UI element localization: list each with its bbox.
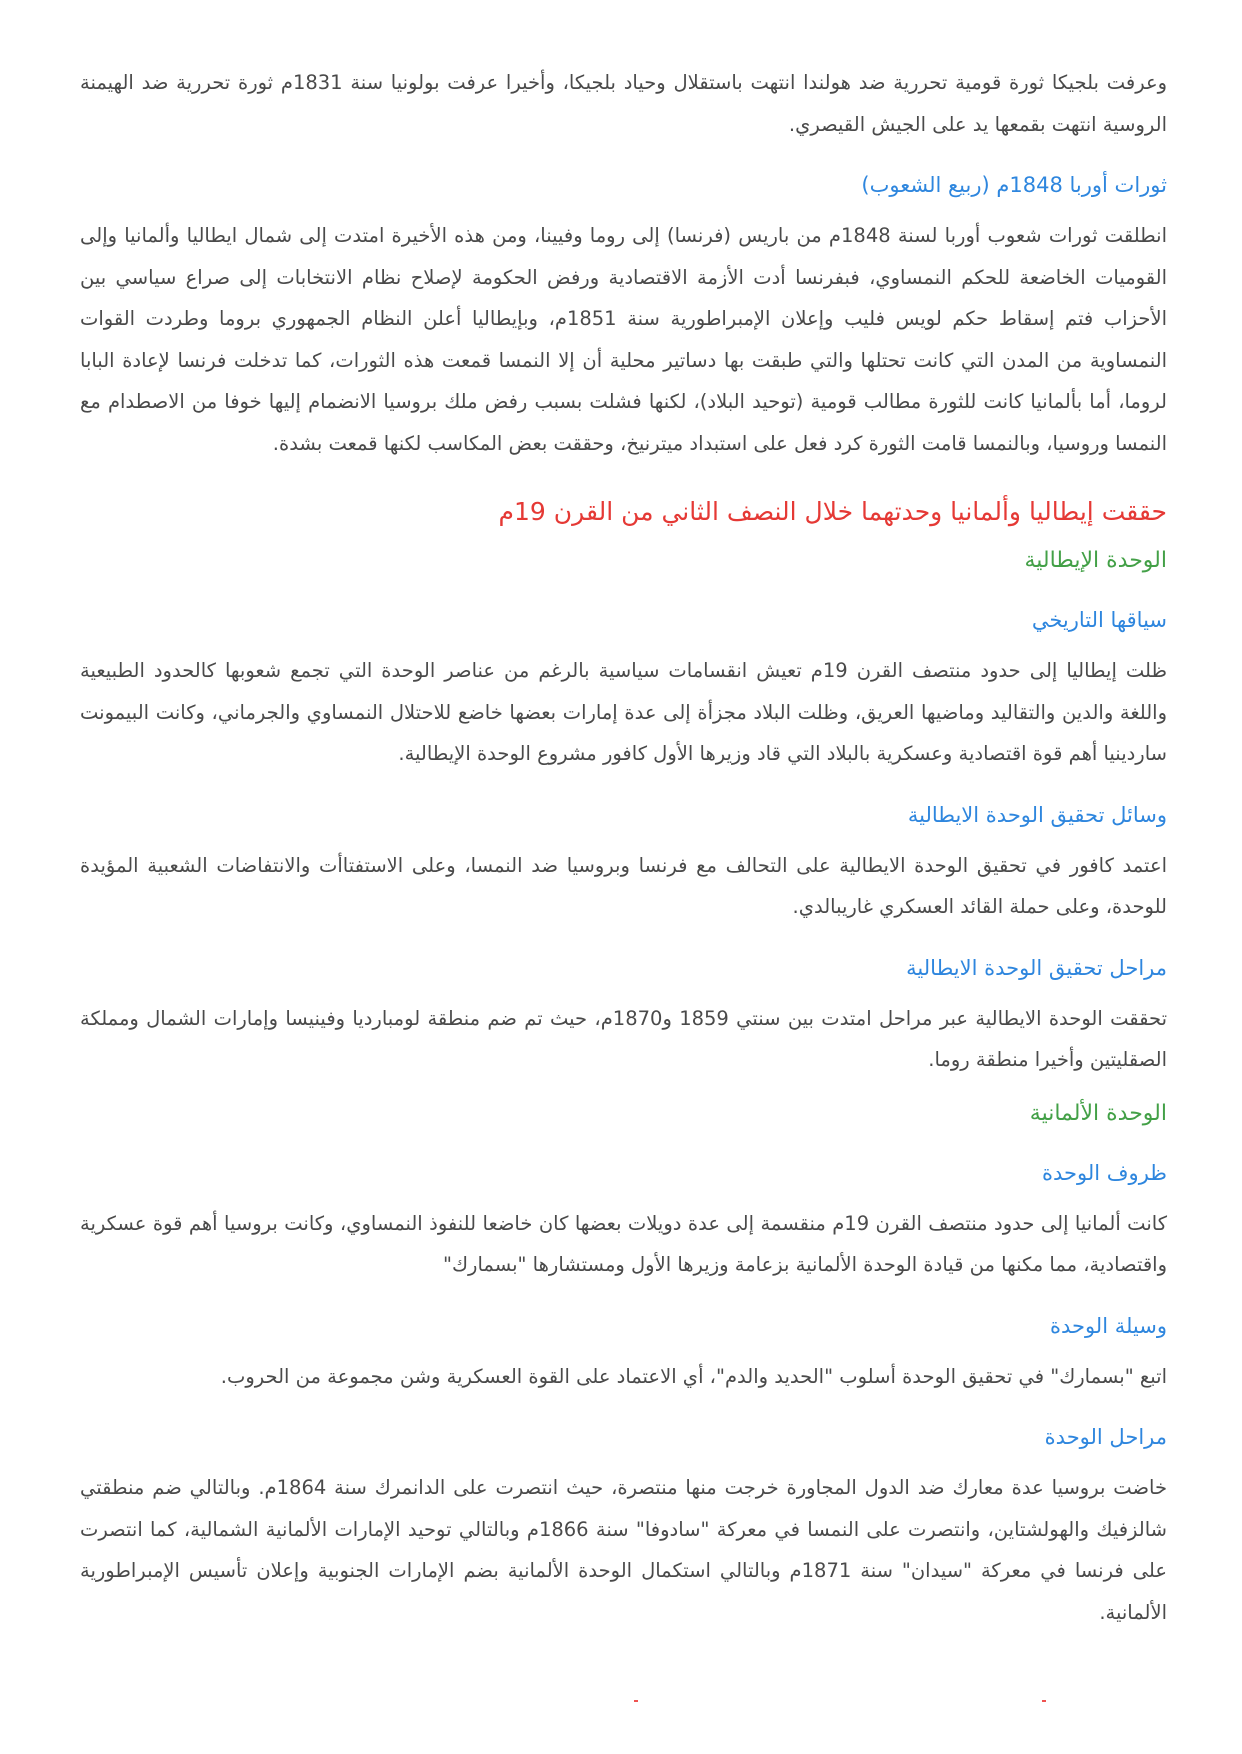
- italian-stages-paragraph: تحققت الوحدة الايطالية عبر مراحل امتدت بين سنتي 1859 و1870م، حيث تم ضم منطقة لومبارديا وفينيسا وإمارات الشمال ومملكة الصقليتين وأخيرا منطقة روما.: [80, 1006, 1167, 1071]
- german-unity-heading: الوحدة الألمانية: [1029, 1100, 1167, 1126]
- cropped-text-mark: [634, 1700, 638, 1702]
- unity-means-heading: وسيلة الوحدة: [1049, 1313, 1167, 1338]
- unity-conditions-paragraph: كانت ألمانيا إلى حدود منتصف القرن 19م منقسمة إلى عدة دويلات بعضها كان خاضعا للنفوذ النمساوي، وكانت بروسيا أهم قوة عسكرية واقتصادية، مما مكنها من قيادة الوحدة الألمانية بزعامة وزيرها الأول ومستشارها "بسمارك": [80, 1211, 1167, 1276]
- europe-1848-heading: ثورات أوربا 1848م (ربيع الشعوب): [861, 173, 1167, 197]
- intro-paragraph: وعرفت بلجيكا ثورة قومية تحررية ضد هولندا انتهت باستقلال وحياد بلجيكا، وأخيرا عرفت بولونيا سنة 1831م ثورة تحررية ضد الهيمنة الروسية انتهت بقمعها يد على الجيش القيصري.: [80, 71, 1168, 136]
- unity-stages-heading: مراحل الوحدة: [1044, 1425, 1167, 1449]
- unification-heading: حققت إيطاليا وألمانيا وحدتهما خلال النصف الثاني من القرن 19م: [498, 497, 1167, 526]
- italian-means-paragraph: اعتمد كافور في تحقيق الوحدة الايطالية على التحالف مع فرنسا وبروسيا ضد النمسا، وعلى الاستفتاأت والانتفاضات الشعبية المؤيدة للوحدة، وعلى حملة القائد العسكري غاريبالدي.: [80, 853, 1167, 918]
- unity-stages-paragraph: خاضت بروسيا عدة معارك ضد الدول المجاورة خرجت منها منتصرة، حيث انتصرت على الدانمرك سنة 1864م. وبالتالي ضم منطقتي شالزفيك والهولشتاين، وانتصرت على النمسا في معركة "سادوفا" سنة 1866م وبالتالي توحيد الإمارات الألمانية الشمالية، كما انتصرت على فرنسا في معركة "سيدان" سنة 1871م وبالتالي استكمال الوحدة الألمانية بضم الإمارات الجنوبية وإعلان تأسيس الإمبراطورية الألمانية.: [80, 1476, 1168, 1624]
- italian-unity-heading: الوحدة الإيطالية: [1024, 548, 1167, 573]
- italian-means-heading: وسائل تحقيق الوحدة الايطالية: [907, 802, 1167, 827]
- europe-1848-paragraph: انطلقت ثورات شعوب أوربا لسنة 1848م من باريس (فرنسا) إلى روما وفيينا، ومن هذه الأخيرة امتدت إلى شمال ايطاليا وألمانيا وإلى القوميات الخاضعة للحكم النمساوي، فبفرنسا أدت الأزمة الاقتصادية ورفض الحكومة لإصلاح نظام الانتخابات إلى صراع سياسي بين الأحزاب فتم إسقاط حكم لويس فليب وإعلان الإمبراطورية سنة 1851م، وبإيطاليا أعلن النظام الجمهوري بروما وطردت القوات النمساوية من المدن التي كانت تحتلها والتي طبقت بها دساتير محلية أن إلا النمسا قمعت هذه الثورات، كما تدخلت فرنسا لإعادة البابا لروما، أما بألمانيا كانت للثورة مطالب قومية (توحيد البلاد)، لكنها فشلت بسبب رفض ملك بروسيا الانضمام إليها خوفا من الاصطدام مع النمسا وروسيا، وبالنمسا قامت الثورة كرد فعل على استبداد ميترنيخ، وحققت بعض المكاسب لكنها قمعت بشدة.: [80, 224, 1167, 455]
- unity-conditions-heading: ظروف الوحدة: [1042, 1160, 1167, 1185]
- historical-context-paragraph: ظلت إيطاليا إلى حدود منتصف القرن 19م تعيش انقسامات سياسية بالرغم من عناصر الوحدة التي تجمع شعوبها كالحدود الطبيعية واللغة والدين والتقاليد وماضيها العريق، وظلت البلاد مجزأة إلى عدة إمارات بعضها خاضع للاحتلال النمساوي والجرماني، وكانت البيمونت ساردينيا أهم قوة اقتصادية وعسكرية بالبلاد التي قاد وزيرها الأول كافور مشروع الوحدة الإيطالية.: [80, 659, 1168, 765]
- cropped-text-mark: [1042, 1700, 1046, 1702]
- italian-stages-heading: مراحل تحقيق الوحدة الايطالية: [906, 955, 1167, 980]
- unity-means-paragraph: اتبع "بسمارك" في تحقيق الوحدة أسلوب "الحديد والدم"، أي الاعتماد على القوة العسكرية وشن مجموعة من الحروب.: [220, 1364, 1167, 1388]
- historical-context-heading: سياقها التاريخي: [1031, 608, 1167, 632]
